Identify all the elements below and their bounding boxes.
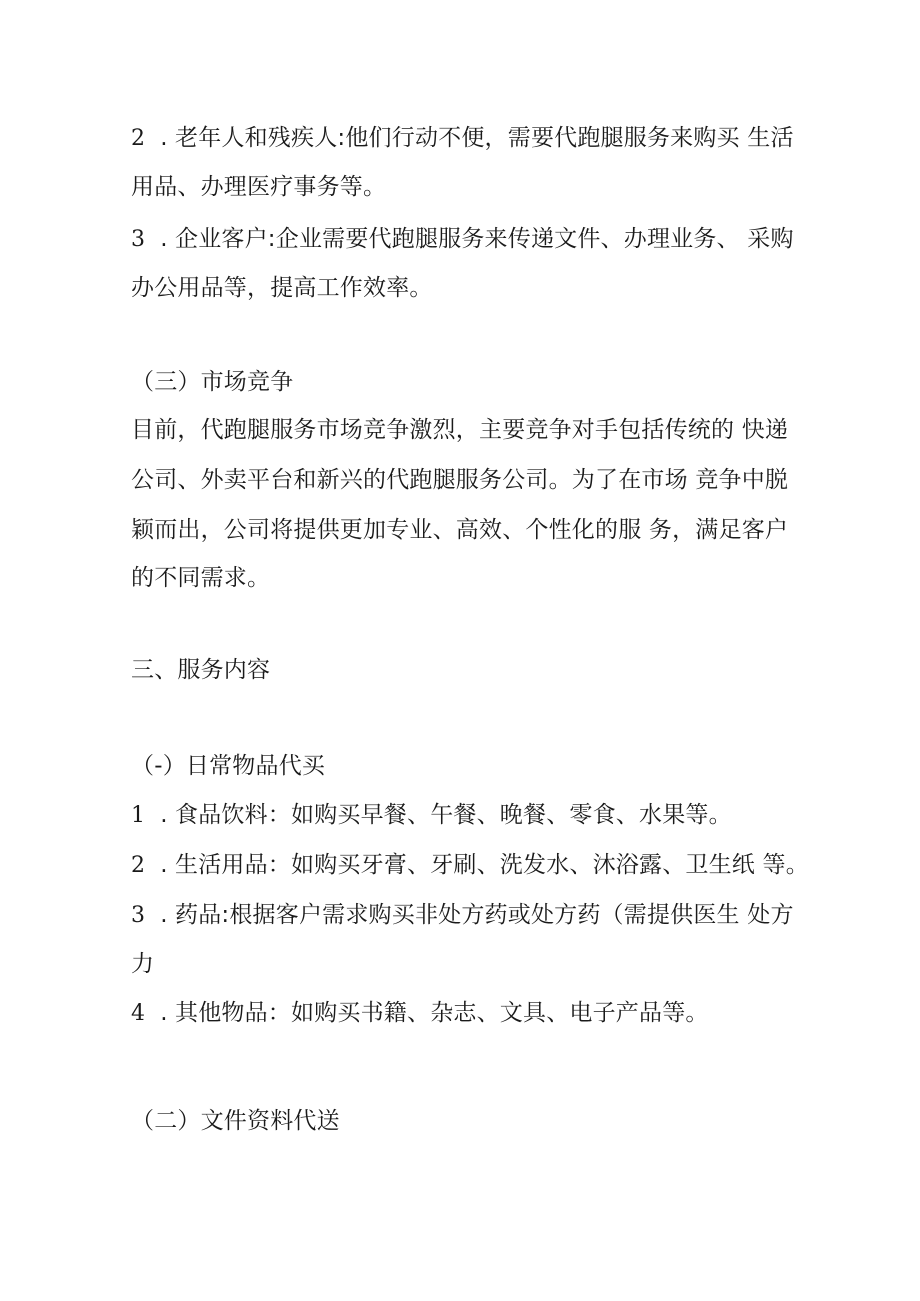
- paragraph-line: 目前，代跑腿服务市场竞争激烈，主要竞争对手包括传统的 快递: [131, 417, 789, 443]
- item-text: 食品饮料：如购买早餐、午餐、晚餐、零食、水果等。: [175, 802, 732, 828]
- paragraph-line: 颖而出，公司将提供更加专业、高效、个性化的服 务，满足客户: [131, 517, 789, 543]
- section-heading-daily-purchase: （-）日常物品代买: [131, 753, 326, 779]
- paragraph-line: 力: [131, 951, 155, 977]
- item-text: 其他物品：如购买书籍、杂志、文具、电子产品等。: [175, 1000, 709, 1026]
- list-item-enterprise: 3 . 企业客户:企业需要代跑腿服务来传递文件、办理业务、 采购: [131, 224, 794, 255]
- list-item-food: 1 . 食品饮料：如购买早餐、午餐、晚餐、零食、水果等。: [131, 800, 732, 831]
- list-item-elderly-disabled: 2 . 老年人和残疾人:他们行动不便，需要代跑腿服务来购买 生活: [131, 123, 794, 154]
- paragraph-line: 办公用品等，提高工作效率。: [131, 275, 433, 301]
- paragraph-line: 公司、外卖平台和新兴的代跑腿服务公司。为了在市场 竞争中脱: [131, 467, 789, 493]
- item-text: 老年人和残疾人:他们行动不便，需要代跑腿服务来购买 生活: [175, 125, 794, 151]
- list-item-daily-goods: 2 . 生活用品：如购买牙膏、牙刷、洗发水、沐浴露、卫生纸 等。: [131, 850, 809, 881]
- item-text: 药品:根据客户需求购买非处方药或处方药（需提供医生 处方: [175, 902, 794, 928]
- paragraph-line: 用品、办理医疗事务等。: [131, 174, 387, 200]
- section-heading-document-delivery: （二）文件资料代送: [131, 1108, 340, 1134]
- item-number: 3: [131, 227, 146, 252]
- section-heading-market-competition: （三）市场竞争: [131, 369, 294, 395]
- item-number: 2: [131, 126, 146, 151]
- paragraph-line: 的不同需求。: [131, 565, 271, 591]
- item-number: 4: [131, 1001, 146, 1026]
- item-number: 1: [131, 803, 146, 828]
- item-text: 生活用品：如购买牙膏、牙刷、洗发水、沐浴露、卫生纸 等。: [175, 852, 809, 878]
- item-number: 3: [131, 903, 146, 928]
- item-text: 企业客户:企业需要代跑腿服务来传递文件、办理业务、 采购: [175, 226, 794, 252]
- list-item-medicine: 3 . 药品:根据客户需求购买非处方药或处方药（需提供医生 处方: [131, 900, 794, 931]
- list-item-other: 4 . 其他物品：如购买书籍、杂志、文具、电子产品等。: [131, 998, 709, 1029]
- chapter-heading-service-content: 三、服务内容: [131, 657, 271, 683]
- item-number: 2: [131, 853, 146, 878]
